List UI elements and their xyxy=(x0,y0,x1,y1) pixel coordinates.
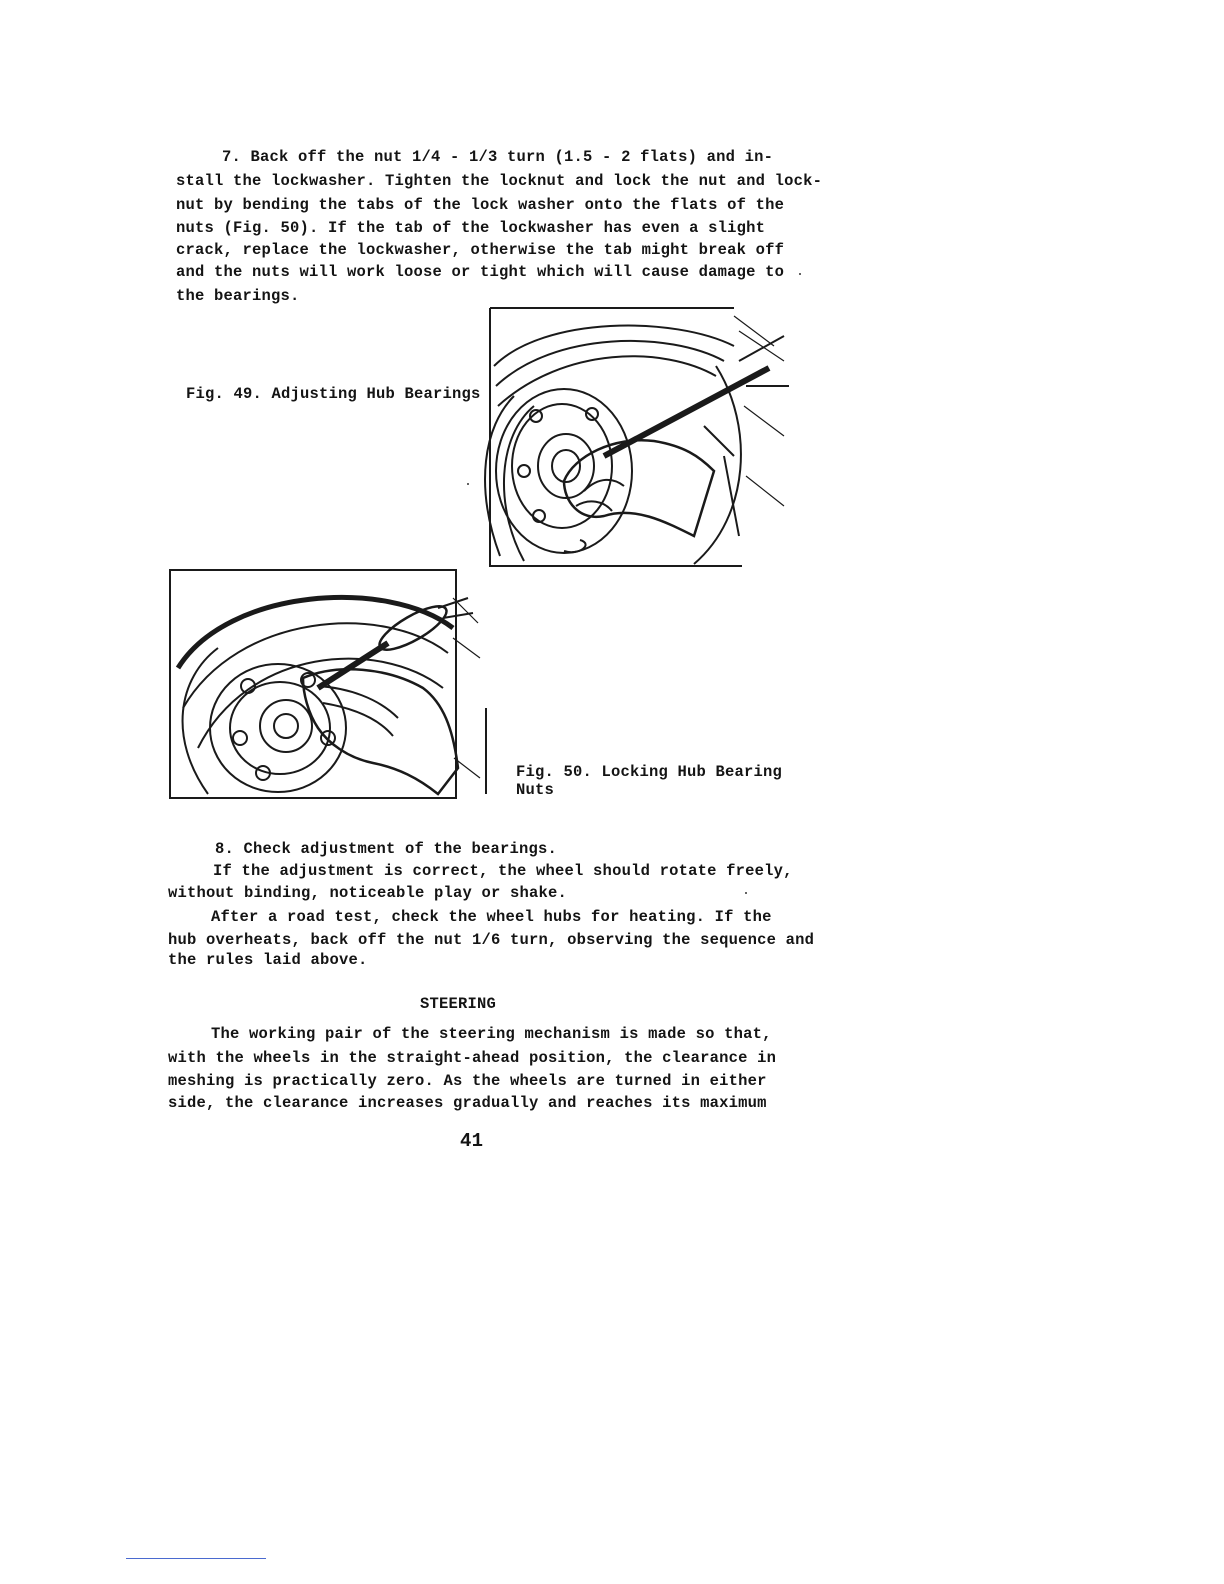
scan-speck xyxy=(745,892,747,894)
steering-line-4: side, the clearance increases gradually and reaches its maximum xyxy=(168,1094,767,1112)
fig50-caption-line-1: Fig. 50. Locking Hub Bearing xyxy=(516,763,783,781)
steering-line-2: with the wheels in the straight-ahead position, the clearance in xyxy=(168,1049,777,1067)
fig50-caption-line-2: Nuts xyxy=(516,781,555,799)
step8-line-4: After a road test, check the wheel hubs for heating. If the xyxy=(211,908,772,926)
steering-line-1: The working pair of the steering mechanism is made so that, xyxy=(211,1025,772,1043)
step7-line-1: 7. Back off the nut 1/4 - 1/3 turn (1.5 - 2 flats) and in- xyxy=(222,148,774,166)
steering-line-3: meshing is practically zero. As the wheels are turned in either xyxy=(168,1072,767,1090)
step8-line-3: without binding, noticeable play or shake. xyxy=(168,884,568,902)
fig50-illustration xyxy=(168,568,490,802)
step7-line-3: nut by bending the tabs of the lock washer onto the flats of the xyxy=(176,196,785,214)
step8-line-6: the rules laid above. xyxy=(168,951,368,969)
step8-line-5: hub overheats, back off the nut 1/6 turn, observing the sequence and xyxy=(168,931,815,949)
step7-line-5: crack, replace the lockwasher, otherwise the tab might break off xyxy=(176,241,785,259)
step7-line-4: nuts (Fig. 50). If the tab of the lockwasher has even a slight xyxy=(176,219,766,237)
step7-line-6: and the nuts will work loose or tight which will cause damage to xyxy=(176,263,785,281)
steering-heading: STEERING xyxy=(420,995,497,1013)
fig49-illustration xyxy=(484,306,794,568)
fig49-caption: Fig. 49. Adjusting Hub Bearings xyxy=(186,385,481,403)
step7-line-7: the bearings. xyxy=(176,287,300,305)
step7-line-2: stall the lockwasher. Tighten the locknut and lock the nut and lock- xyxy=(176,172,823,190)
scan-speck xyxy=(799,273,801,275)
page-number: 41 xyxy=(460,1130,484,1152)
footer-rule xyxy=(126,1558,266,1559)
step8-line-1: 8. Check adjustment of the bearings. xyxy=(215,840,558,858)
scan-speck xyxy=(467,483,469,485)
step8-line-2: If the adjustment is correct, the wheel should rotate freely, xyxy=(213,862,793,880)
